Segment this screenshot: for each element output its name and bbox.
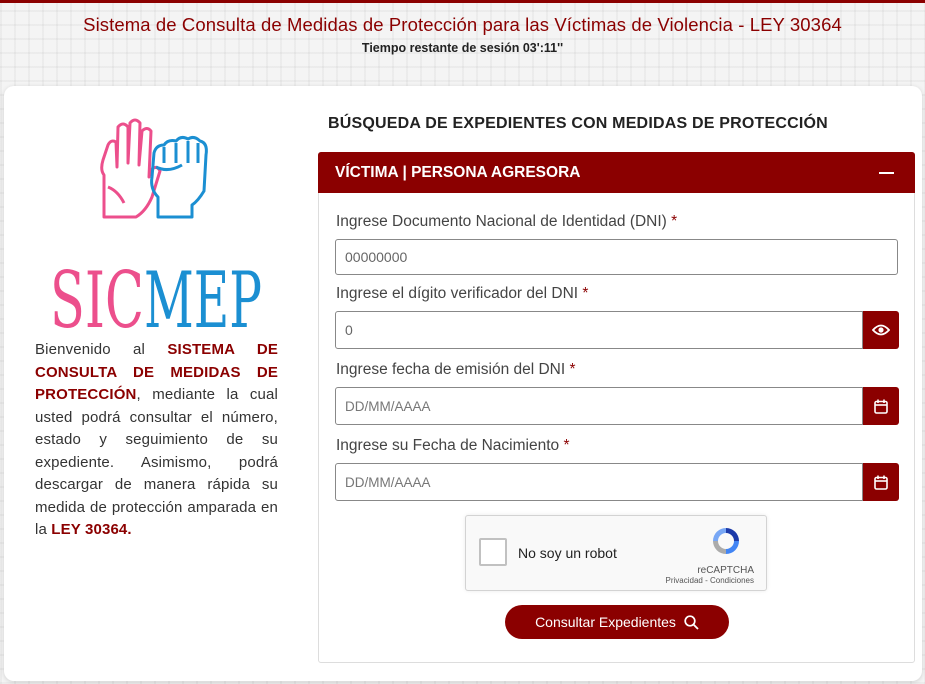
panel-header[interactable] [318,152,915,193]
birth-date-input[interactable]: DD/MM/AAAA [335,463,863,501]
recaptcha-links[interactable]: Privacidad - Condiciones [665,576,754,585]
logo-text-sic: SIC [50,256,144,333]
recaptcha-label: No soy un robot [518,545,617,561]
calendar-icon [874,475,888,490]
law-name: LEY 30364. [51,521,132,538]
panel-title: VÍCTIMA | PERSONA AGRESORA [335,163,581,181]
top-accent-bar [0,0,925,3]
section-title: BÚSQUEDA DE EXPEDIENTES CON MEDIDAS DE PROTECCIÓN [328,115,828,132]
logo-text-mep: MEP [144,256,262,333]
dni-label: Ingrese Documento Nacional de Identidad (DNI) * [336,213,678,230]
search-panel [318,152,915,663]
sicmep-logo [48,115,264,333]
issue-date-calendar-button[interactable] [863,387,899,425]
page-title: Sistema de Consulta de Medidas de Protección para las Víctimas de Violencia - LEY 30364 [83,14,842,35]
issue-date-input[interactable]: DD/MM/AAAA [335,387,863,425]
consult-records-button[interactable] [505,605,729,639]
verifier-digit-input[interactable]: 0 [335,311,863,349]
welcome-text: Bienvenido al SISTEMA DE CONSULTA DE MEDIDAS DE PROTECCIÓN, mediante la cual usted podrá consultar el número, estado y seguimiento de su expediente. Asimismo, podrá descargar de manera rápida su medida de protección amparada en la LEY 30364. [35,341,278,538]
system-name: SISTEMA DE CONSULTA DE MEDIDAS DE PROTECCIÓN [35,341,278,403]
consult-records-label: Consultar Expedientes [535,614,676,630]
page-header [0,14,925,55]
session-timer: Tiempo restante de sesión 03':11'' [361,41,564,55]
recaptcha-widget [465,515,767,591]
recaptcha-icon [710,525,742,557]
birth-date-calendar-button[interactable] [863,463,899,501]
calendar-icon [874,399,888,414]
minus-icon[interactable] [879,172,894,174]
recaptcha-checkbox[interactable] [479,538,507,566]
eye-icon [872,323,890,337]
issue-date-label: Ingrese fecha de emisión del DNI * [336,361,576,378]
birth-date-label: Ingrese su Fecha de Nacimiento * [336,437,570,454]
verifier-digit-label: Ingrese el dígito verificador del DNI * [336,285,589,302]
dni-input[interactable]: 00000000 [335,239,898,275]
toggle-visibility-button[interactable] [863,311,899,349]
recaptcha-brand: reCAPTCHA [697,565,754,576]
search-icon [684,615,699,630]
